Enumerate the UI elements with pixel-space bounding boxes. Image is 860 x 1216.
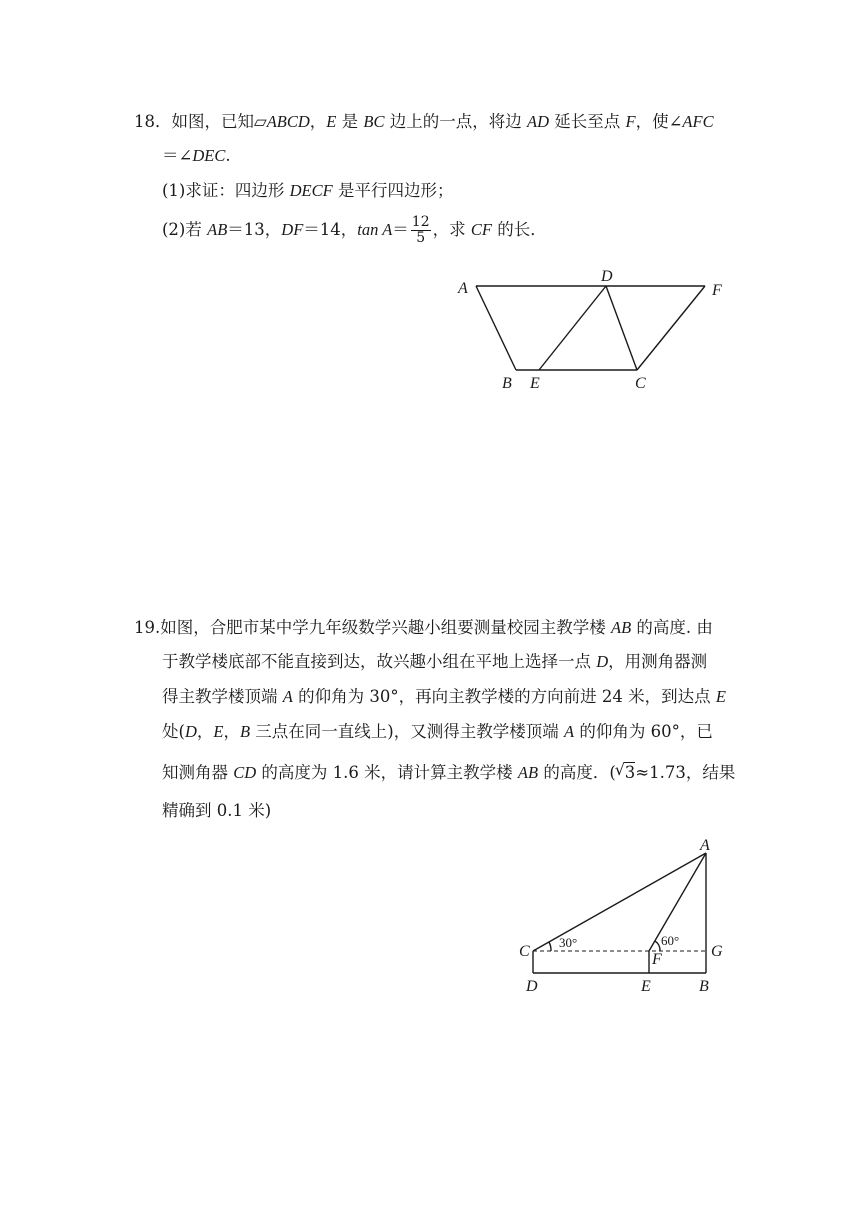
- text: ≈1.73，结果: [635, 763, 736, 782]
- angle-arc-30: [549, 942, 551, 951]
- label-E: E: [530, 375, 540, 392]
- q19-line-5: [162, 762, 735, 783]
- label-E: E: [641, 978, 651, 995]
- q18-number: 18．: [134, 112, 172, 131]
- label-G: G: [711, 943, 723, 960]
- label-D: D: [601, 268, 613, 285]
- text: D: [184, 722, 197, 741]
- q19-line-4: [162, 722, 713, 742]
- fraction: [411, 215, 431, 246]
- text: D: [596, 652, 609, 671]
- text: ABCD: [266, 112, 310, 131]
- text: ，: [309, 112, 327, 131]
- text: E: [213, 722, 224, 741]
- text: DF: [281, 220, 304, 239]
- q19-line-1: [134, 618, 713, 638]
- text: (2)若: [162, 220, 208, 239]
- text: ＝: [392, 220, 409, 239]
- segment-ED: [539, 286, 606, 370]
- text: ，用测角器测: [608, 652, 708, 671]
- q19-line-2: [162, 652, 707, 672]
- text: ，求: [432, 220, 471, 239]
- text: AB: [517, 763, 539, 782]
- text: F: [625, 112, 636, 131]
- text: 边上的一点，将边: [384, 112, 527, 131]
- text: 如图，已知▱: [171, 112, 267, 131]
- text: 的高度．(: [538, 763, 616, 782]
- text: (1)求证：四边形: [162, 181, 290, 200]
- text: ＝∠: [162, 146, 193, 165]
- text: 的高度为 1.6 米，请计算主教学楼: [256, 763, 518, 782]
- text: E: [715, 687, 726, 706]
- text: ，: [196, 722, 214, 741]
- label-C: C: [635, 375, 646, 392]
- text: .: [225, 146, 231, 165]
- text: AB: [611, 618, 632, 637]
- label-D: D: [526, 978, 538, 995]
- text: 精确到 0.1 米): [162, 801, 272, 820]
- q18-line-1: [134, 112, 714, 132]
- label-A: A: [700, 837, 710, 854]
- label-F: F: [712, 282, 722, 299]
- text: 的高度. 由: [631, 618, 713, 637]
- denominator: 5: [416, 230, 426, 246]
- text: AD: [526, 112, 549, 131]
- text: 延长至点: [548, 112, 626, 131]
- text: ，: [223, 722, 240, 741]
- label-C: C: [519, 943, 530, 960]
- text: 如图，合肥市某中学九年级数学兴趣小组要测量校园主教学楼: [160, 618, 611, 637]
- text: A: [563, 722, 575, 741]
- angle-label-30: 30°: [559, 935, 578, 950]
- text: 得主教学楼顶端: [162, 687, 283, 706]
- text: DEC: [192, 146, 226, 165]
- text: tan A: [357, 220, 393, 239]
- sqrt-radicand: √ 3: [624, 762, 636, 783]
- text: AFC: [682, 112, 714, 131]
- q18-figure: [450, 262, 740, 397]
- text: 是: [336, 112, 364, 131]
- q19-line-3: [162, 687, 726, 707]
- q19-line-6: [162, 801, 271, 821]
- text: ＝13，: [227, 220, 282, 239]
- q18-line-2: [162, 146, 231, 166]
- segment-DC: [606, 286, 637, 370]
- text: ，使∠: [635, 112, 683, 131]
- label-B: B: [699, 978, 709, 995]
- text: E: [326, 112, 337, 131]
- text: 的仰角为 30°，再向主教学楼的方向前进 24 米，到达点: [292, 687, 716, 706]
- numerator: 12: [411, 214, 430, 230]
- text: DECF: [289, 181, 333, 200]
- q19-figure: [510, 835, 750, 1000]
- q18-line-3: [162, 181, 453, 201]
- text: 的长．: [491, 220, 547, 239]
- text: 处(: [162, 722, 185, 741]
- text: A: [282, 687, 293, 706]
- segment-CF: [637, 286, 705, 370]
- angle-arc-60: [655, 941, 660, 951]
- label-A: A: [458, 280, 468, 297]
- label-F: F: [652, 951, 662, 968]
- text: AB: [207, 220, 228, 239]
- text: CF: [470, 220, 492, 239]
- text: BC: [363, 112, 385, 131]
- text: 三点在同一直线上)，又测得主教学楼顶端: [250, 722, 564, 741]
- angle-label-60: 60°: [661, 933, 680, 948]
- segment-AB: [476, 286, 516, 370]
- label-B: B: [502, 375, 512, 392]
- text: 知测角器: [162, 763, 234, 782]
- q19-number: 19.: [134, 618, 161, 637]
- text: B: [239, 722, 251, 741]
- text: CD: [233, 763, 257, 782]
- text: 是平行四边形；: [332, 181, 454, 200]
- q18-line-4: [162, 210, 547, 250]
- text: 的仰角为 60°，已: [574, 722, 713, 741]
- text: 于教学楼底部不能直接到达，故兴趣小组在平地上选择一点: [162, 652, 597, 671]
- text: ＝14，: [303, 220, 358, 239]
